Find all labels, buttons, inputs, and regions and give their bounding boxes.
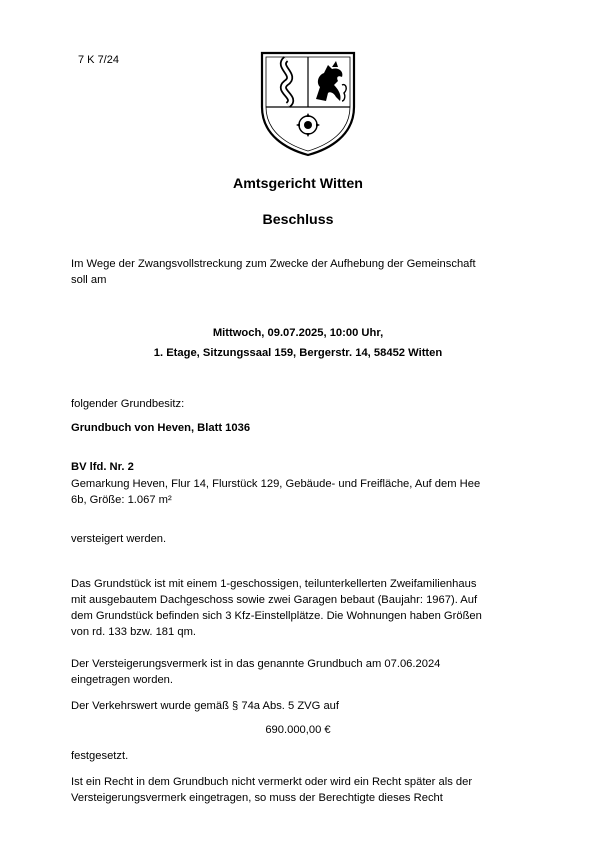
description-line: mit ausgebautem Dachgeschoss sowie zwei Garagen bebaut (Baujahr: 1967). Auf bbox=[71, 594, 478, 606]
bv-number: BV lfd. Nr. 2 bbox=[71, 461, 134, 473]
appointment-location: 1. Etage, Sitzungssaal 159, Bergerstr. 14, 58452 Witten bbox=[153, 347, 443, 359]
parcel-line: Gemarkung Heven, Flur 14, Flurstück 129, Gebäude- und Freifläche, Auf dem Hee bbox=[71, 478, 481, 490]
rights-line: Versteigerungsvermerk eingetragen, so muss der Berechtigte dieses Recht bbox=[71, 792, 443, 804]
value-intro: Der Verkehrswert wurde gemäß § 74a Abs. 5 ZVG auf bbox=[71, 700, 340, 712]
description-line: Das Grundstück ist mit einem 1-geschossigen, teilunterkellerten Zweifamilienhaus bbox=[71, 578, 477, 590]
registration-line: eingetragen worden. bbox=[71, 674, 174, 686]
rights-line: Ist ein Recht in dem Grundbuch nicht vermerkt oder wird ein Recht später als der bbox=[71, 776, 473, 788]
document-title: Beschluss bbox=[262, 212, 334, 228]
appointment-datetime: Mittwoch, 09.07.2025, 10:00 Uhr, bbox=[212, 327, 384, 339]
description-line: von rd. 133 bzw. 181 qm. bbox=[71, 626, 197, 638]
rights-paragraph bbox=[71, 774, 529, 806]
description-paragraph bbox=[71, 576, 529, 640]
value-amount: 690.000,00 € bbox=[265, 724, 331, 736]
description-line: dem Grundstück befinden sich 3 Kfz-Einstellplätze. Die Wohnungen haben Größen bbox=[71, 610, 482, 622]
case-number: 7 K 7/24 bbox=[78, 54, 119, 66]
court-name: Amtsgericht Witten bbox=[233, 176, 363, 192]
intro-line: soll am bbox=[71, 274, 107, 286]
intro-paragraph bbox=[71, 256, 529, 288]
auction-text: versteigert werden. bbox=[71, 533, 167, 545]
coat-of-arms-icon bbox=[258, 45, 358, 157]
property-label: folgender Grundbesitz: bbox=[71, 398, 185, 410]
land-register: Grundbuch von Heven, Blatt 1036 bbox=[71, 422, 251, 434]
registration-line: Der Versteigerungsvermerk ist in das genannte Grundbuch am 07.06.2024 bbox=[71, 658, 441, 670]
value-outro: festgesetzt. bbox=[71, 750, 129, 762]
parcel-line: 6b, Größe: 1.067 m² bbox=[71, 494, 172, 506]
registration-paragraph bbox=[71, 656, 529, 688]
parcel-description bbox=[71, 476, 529, 508]
intro-line: Im Wege der Zwangsvollstreckung zum Zwecke der Aufhebung der Gemeinschaft bbox=[71, 258, 476, 270]
